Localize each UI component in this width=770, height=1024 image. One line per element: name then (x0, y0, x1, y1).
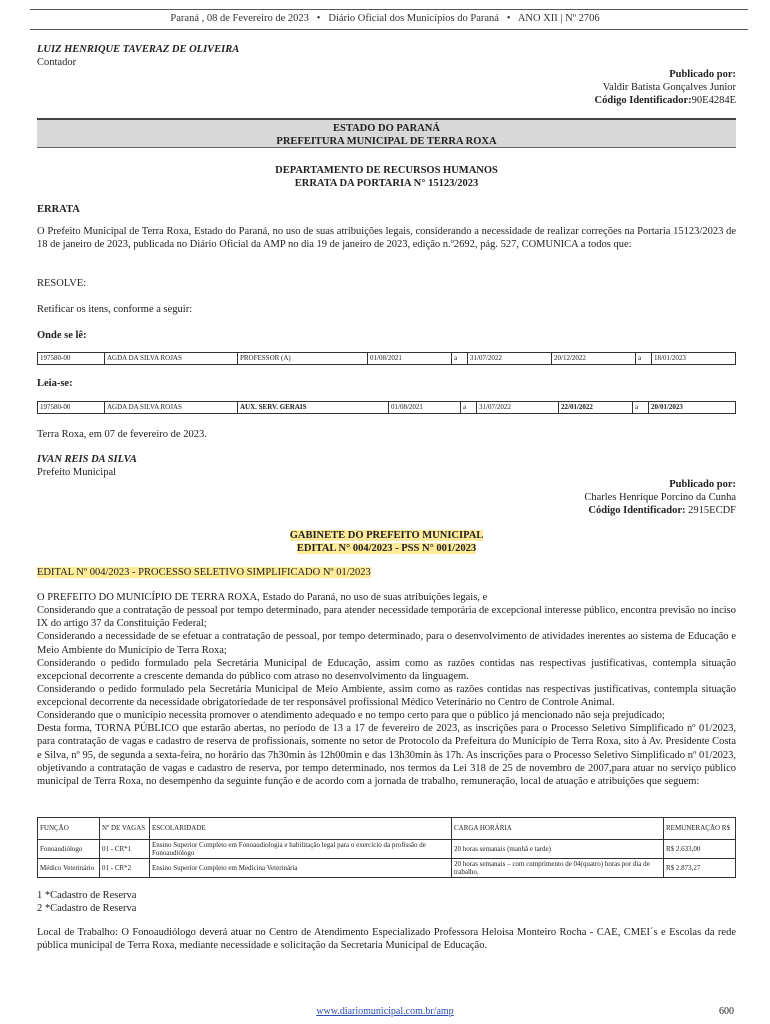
top-rule (30, 9, 748, 10)
prev-publisher: Valdir Batista Gonçalves Junior (602, 82, 736, 94)
header-sep: • (506, 13, 511, 24)
prev-id-value: 90E4284E (691, 95, 736, 107)
header-cell: REMUNERAÇÃO R$ (664, 818, 736, 840)
onde-table (37, 352, 736, 365)
leia-label: Leia-se: (37, 378, 73, 389)
cell: 01/08/2021 (389, 402, 461, 414)
header-cell: CARGA HORÁRIA (452, 818, 664, 840)
cell: AGDA DA SILVA ROJAS (105, 402, 238, 414)
edital-heading-wrap (37, 566, 736, 579)
published-by-label: Publicado por: (669, 479, 736, 490)
table-row (38, 353, 736, 365)
signer-name: IVAN REIS DA SILVA (37, 454, 137, 465)
edital-line: Desta forma, TORNA PÚBLICO que estarão abertas, no período de 13 a 17 de fevereiro de 2023, as inscrições para o Processo Seletivo Simplificado nº 01/2023, para contratação de vagas e cadastro de reserva de profissionais, somente no setor de Protocolo da Prefeitura do Município de Terra Roxa, sito à Av. Presidente Costa e Silva, nº 95, de segunda a sexta-feira, no horário das 7h30min às 12h00min e das 13h30min às 17h. As inscrições para o Processo Seletivo Simplificado nº 01/2023, objetivando a contratação de vagas e cadastro de reserva, por tempo determinado, nos termos da Lei 318 de 25 de novembro de 2007,para atuar no serviço público municipal de Terra Roxa, no desempenho da seguinte função e de acordo com a jornada de trabalho, remuneração, local de atuação e atribuições que seguem: (37, 723, 736, 787)
edital-line: Considerando que a contratação de pessoal por tempo determinado, para atender necessidade temporária de excepcional interesse público, encontra previsão no inciso IX do artigo 37 da Constituição Federal; (37, 605, 736, 630)
cell: Fonoaudiólogo (38, 840, 100, 859)
cell: a (452, 353, 468, 365)
table-row (38, 840, 736, 859)
edital-line: Considerando que o município necessita promover o atendimento adequado e no tempo certo para que o público já mencionado não seja prejudicado; (37, 710, 665, 722)
prev-signer-role: Contador (37, 57, 77, 69)
cell: 20 horas semanais (manhã e tarde) (452, 840, 664, 859)
cell: 20/12/2022 (552, 353, 636, 365)
cell: 01/08/2021 (368, 353, 452, 365)
cell: AGDA DA SILVA ROJAS (105, 353, 238, 365)
id-value: 2915ECDF (688, 505, 736, 517)
onde-label: Onde se lê: (37, 330, 87, 341)
header-city-date: Paraná , 08 de Fevereiro de 2023 (170, 13, 309, 24)
header-edition: ANO XII | Nº 2706 (517, 13, 600, 24)
retificar-text: Retificar os itens, conforme a seguir: (37, 304, 193, 315)
edital-title-block (37, 529, 736, 555)
note-1: 1 *Cadastro de Reserva (37, 890, 137, 901)
cell: 31/07/2022 (477, 402, 559, 414)
errata-paragraph: O Prefeito Municipal de Terra Roxa, Estado do Paraná, no uso de suas atribuições legais, considerando a necessidade de realizar correções na Portaria 15123/2023 de 18 de janeiro de 2023, publicada no Diário Oficial da AMP no dia 19 de janeiro de 2023, edição n.º2692, pág. 527, COMUNICA a todos que: (37, 226, 736, 251)
header-cell: FUNÇÃO (38, 818, 100, 840)
page-header (0, 12, 770, 25)
prev-published-by-label: Publicado por: (669, 69, 736, 80)
cell: a (461, 402, 477, 414)
table-row (38, 402, 736, 414)
edital-line: Considerando a necessidade de se efetuar a contratação de pessoal, por tempo determinado, para o desenvolvimento de atividades inerentes ao sistema de Educação e Meio Ambiente do Município de Terra Roxa; (37, 631, 736, 656)
edital-line: O PREFEITO DO MUNICÍPIO DE TERRA ROXA, Estado do Paraná, no uso de suas atribuições legais, e (37, 592, 488, 603)
state-title: ESTADO DO PARANÁ (333, 123, 440, 134)
table-header-row (38, 818, 736, 840)
prev-id-label: Código Identificador: (594, 95, 692, 107)
header-sep: • (316, 13, 321, 24)
cell: 20/01/2023 (649, 402, 736, 414)
cell: 20 horas semanais – com cumprimento de 04(quatro) horas por dia de trabalho. (452, 859, 664, 878)
page-number: 600 (719, 1006, 734, 1017)
errata-title-block (37, 164, 736, 190)
header-journal: Diário Oficial dos Municípios do Paraná (328, 13, 499, 24)
cell: R$ 2.633,00 (664, 840, 736, 859)
edital-body (37, 591, 736, 788)
cell: Médico Veterinário (38, 859, 100, 878)
cell: PROFESSOR (A) (238, 353, 368, 365)
prev-signer-name: LUIZ HENRIQUE TAVERAZ DE OLIVEIRA (37, 44, 240, 55)
edital-line: Considerando o pedido formulado pela Secretária Municipal de Meio Ambiente, assim como as razões contidas nas respectivas justificativas, contempla situação excepcional decorrente da necessidade obrigatoriedade de ter responsável profissional Médico Veterinário no Centro de Controle Animal. (37, 683, 736, 708)
local-trabalho: Local de Trabalho: O Fonoaudiólogo deverá atuar no Centro de Atendimento Especializado Professora Heloisa Monteiro Rocha - CAE, CMEI´s e Escolas da rede pública municipal de Terra Roxa, mediante necessidade e solicitação da Secretaria Municipal de Educação. (37, 927, 736, 952)
cell: AUX. SERV. GERAIS (238, 402, 389, 414)
cell: 01 - CR*1 (100, 840, 150, 859)
errata-title: ERRATA DA PORTARIA N° 15123/2023 (294, 178, 479, 190)
leia-table (37, 401, 736, 414)
cell: 22/01/2022 (559, 402, 633, 414)
header-cell: Nº DE VAGAS (100, 818, 150, 840)
cell: 31/07/2022 (468, 353, 552, 365)
resolve-text: RESOLVE: (37, 278, 87, 289)
cell: a (633, 402, 649, 414)
header-cell: ESCOLARIDADE (150, 818, 452, 840)
prev-publisher-block (37, 68, 736, 107)
publisher-name: Charles Henrique Porcino da Cunha (584, 492, 736, 504)
errata-heading: ERRATA (37, 204, 80, 215)
notes (37, 889, 736, 915)
cell: R$ 2.873,27 (664, 859, 736, 878)
office-title: GABINETE DO PREFEITO MUNICIPAL (289, 530, 484, 541)
entity-header-box (37, 118, 736, 148)
signature-block (37, 453, 736, 479)
signer-role: Prefeito Municipal (37, 467, 117, 479)
vacancy-table (37, 817, 736, 878)
cell: 197580-00 (38, 353, 105, 365)
id-label: Código Identificador: (588, 505, 686, 517)
header-rule (30, 29, 748, 30)
edital-heading: EDITAL Nº 004/2023 - PROCESSO SELETIVO SIMPLIFICADO Nº 01/2023 (37, 567, 371, 578)
dept-title: DEPARTAMENTO DE RECURSOS HUMANOS (275, 165, 498, 176)
cell: 01 - CR*2 (100, 859, 150, 878)
edital-line: Considerando o pedido formulado pela Secretária Municipal de Educação, assim como as razões contidas nas respectivas justificativas, contempla situação excepcional decorrente a crescente demanda do público com atraso no desenvolvimento da linguagem. (37, 657, 736, 682)
prev-signature (37, 43, 736, 69)
publisher-block (37, 478, 736, 517)
cell: 197580-00 (38, 402, 105, 414)
footer-link[interactable]: www.diariomunicipal.com.br/amp (316, 1006, 454, 1017)
place-date: Terra Roxa, em 07 de fevereiro de 2023. (37, 429, 207, 440)
cell: a (636, 353, 652, 365)
cell: 18/01/2023 (652, 353, 736, 365)
cell: Ensino Superior Completo em Fonoaudiologia e habilitação legal para o exercício da profissão de Fonoaudiólogo (150, 840, 452, 859)
note-2: 2 *Cadastro de Reserva (37, 903, 137, 915)
edital-title: EDITAL N° 004/2023 - PSS N° 001/2023 (296, 543, 477, 555)
table-row (38, 859, 736, 878)
cell: Ensino Superior Completo em Medicina Veterinária (150, 859, 452, 878)
prefecture-title: PREFEITURA MUNICIPAL DE TERRA ROXA (276, 136, 497, 148)
